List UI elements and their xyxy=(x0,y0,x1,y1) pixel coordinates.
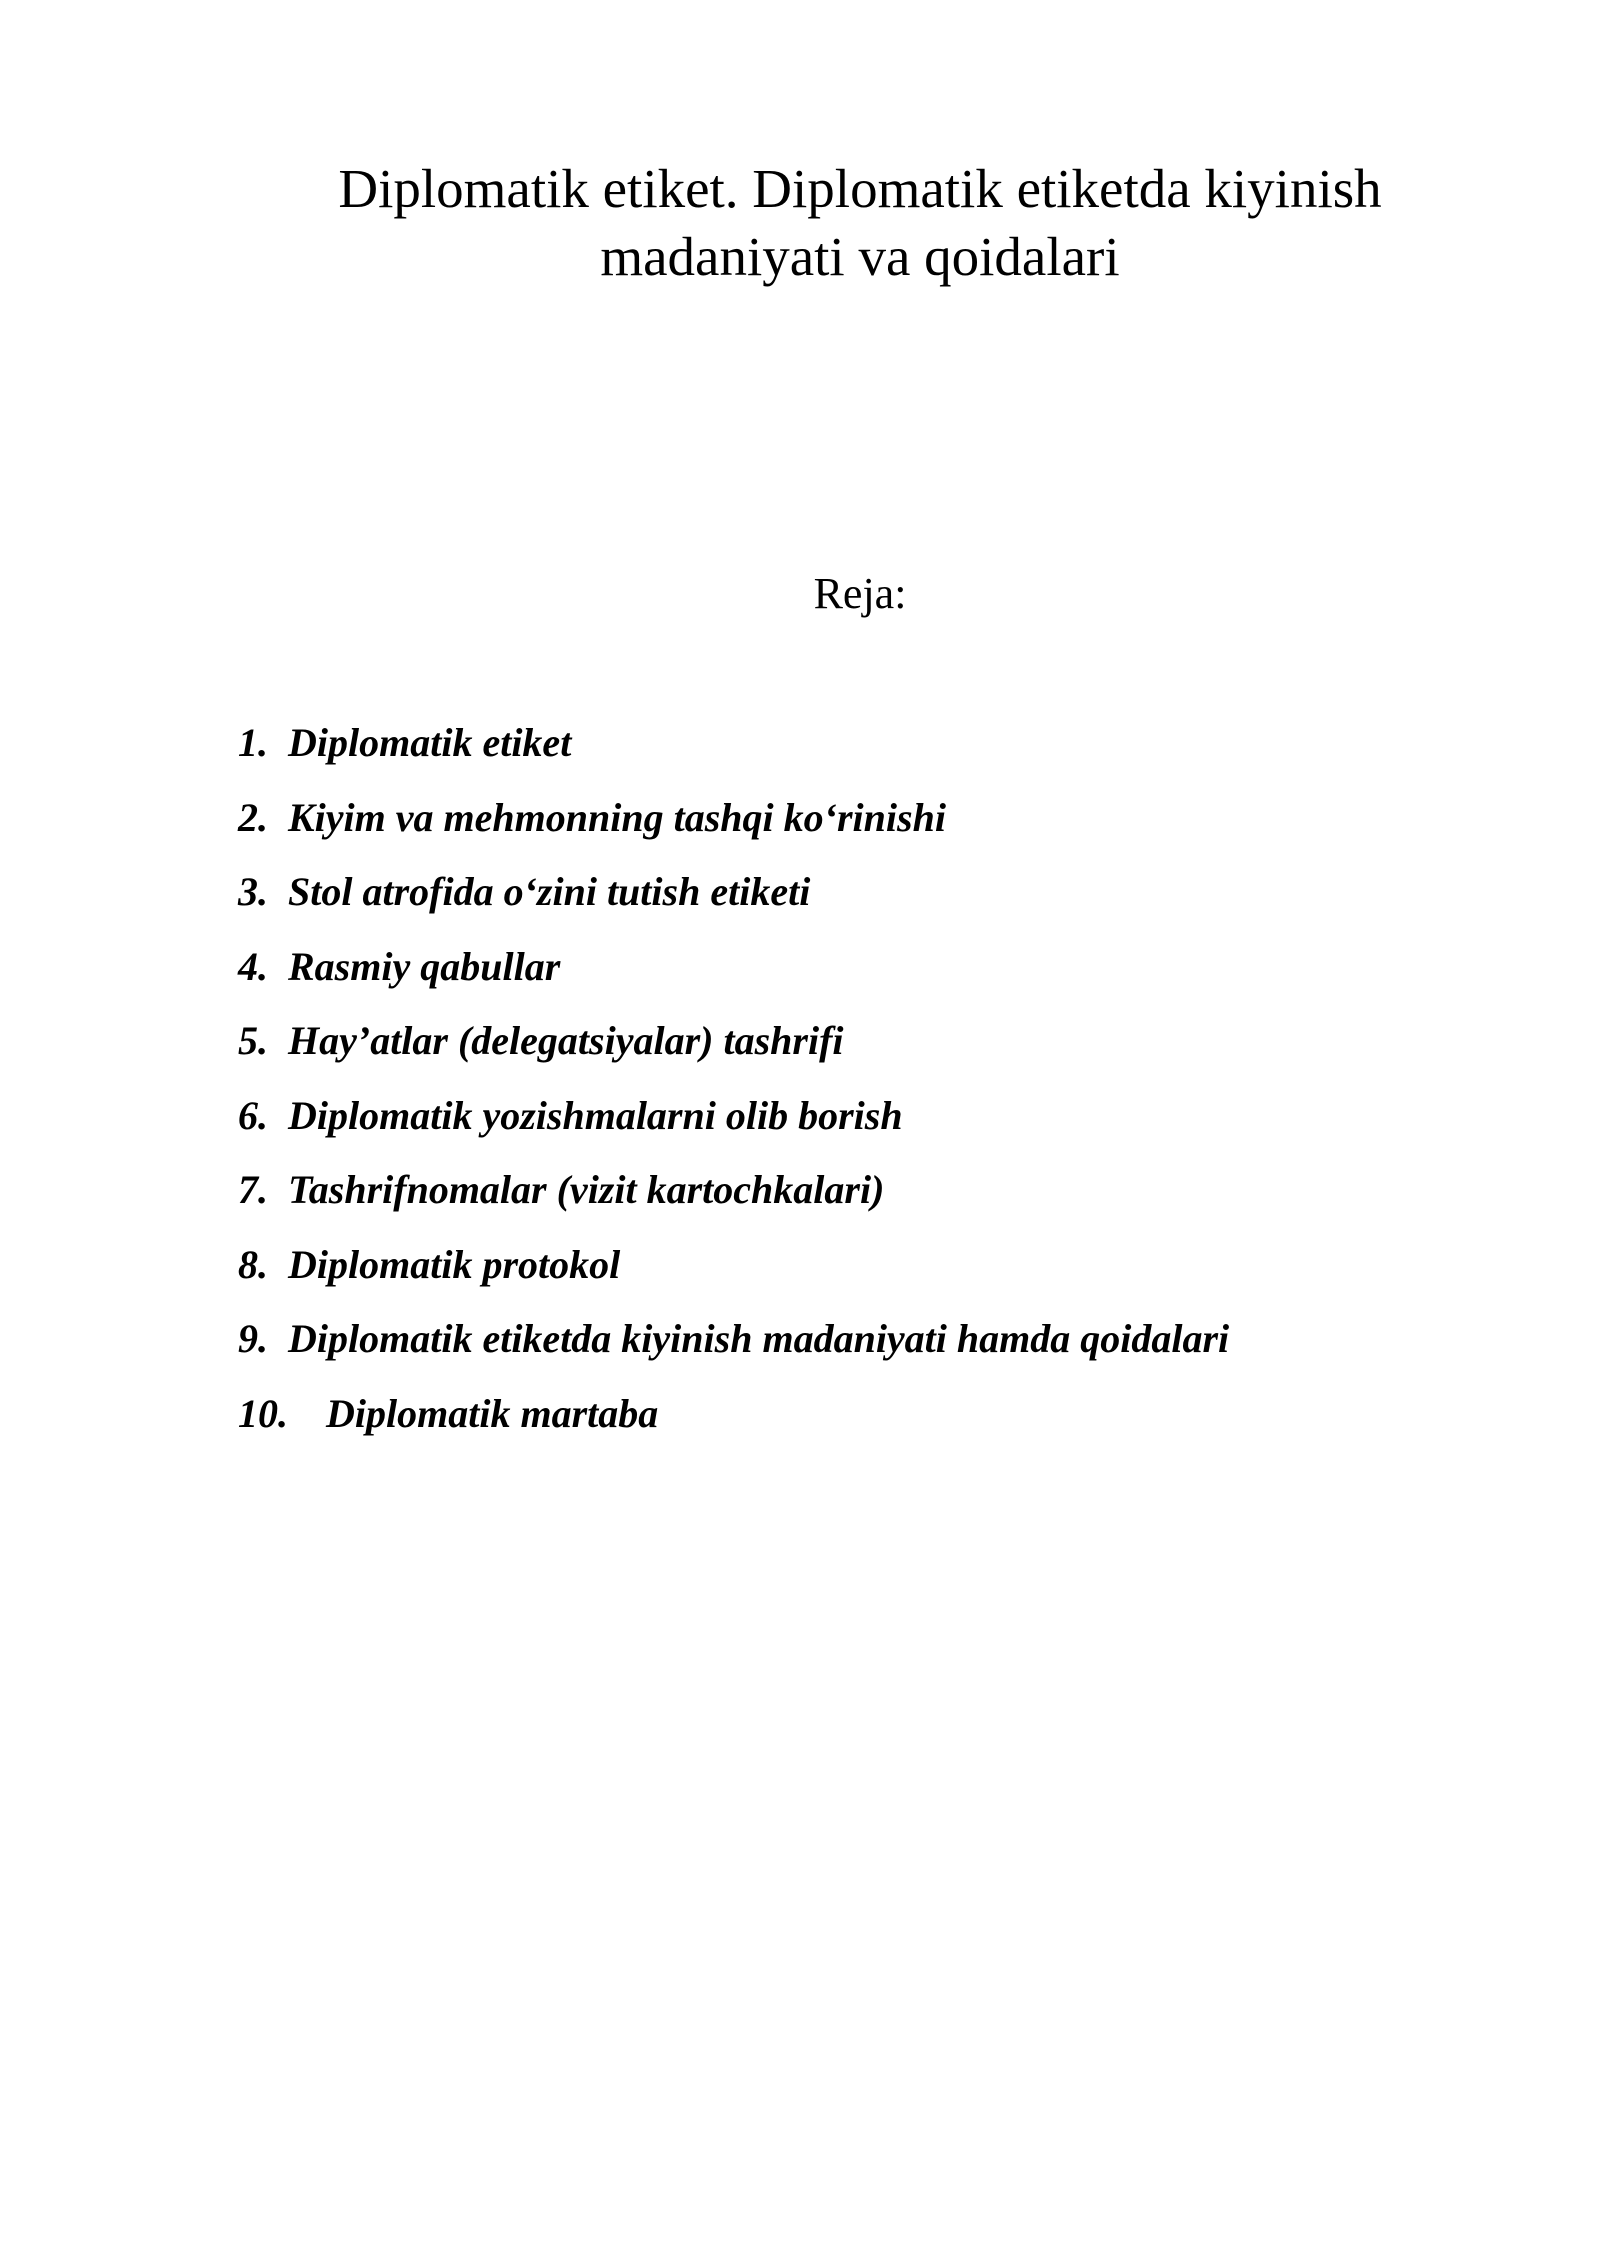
plan-heading: Reja: xyxy=(813,569,907,618)
plan-item xyxy=(238,1163,1229,1238)
plan-item-number: 3. xyxy=(238,869,268,914)
plan-item xyxy=(238,1089,1229,1164)
plan-item-text: Stol atrofida o‘zini tutish etiketi xyxy=(288,869,811,914)
plan-list xyxy=(238,716,1229,1461)
plan-item xyxy=(238,716,1229,791)
plan-item-text: Diplomatik etiket xyxy=(288,720,572,765)
plan-item xyxy=(238,865,1229,940)
plan-item-text: Kiyim va mehmonning tashqi ko‘rinishi xyxy=(288,794,946,840)
document-title xyxy=(240,155,1480,291)
plan-item xyxy=(238,940,1229,1015)
plan-item-text: Diplomatik martaba xyxy=(326,1390,659,1436)
plan-item-number: 9. xyxy=(238,1316,268,1361)
plan-item-text: Diplomatik yozishmalarni olib borish xyxy=(288,1092,903,1138)
plan-item-text: Diplomatik etiketda kiyinish madaniyati hamda qoidalari xyxy=(288,1316,1230,1361)
plan-item xyxy=(238,1238,1229,1313)
plan-item-number: 6. xyxy=(238,1092,268,1138)
plan-item-number: 1. xyxy=(238,720,268,765)
title-line-1: Diplomatik etiket. Diplomatik etiketda kiyinish xyxy=(338,158,1382,219)
plan-item-number: 2. xyxy=(238,794,268,840)
plan-item-text: Rasmiy qabullar xyxy=(288,943,561,989)
plan-item-text: Diplomatik protokol xyxy=(288,1241,621,1287)
plan-item-number: 8. xyxy=(238,1241,268,1287)
plan-item xyxy=(238,1387,1229,1462)
plan-item-text: Hay’atlar (delegatsiyalar) tashrifi xyxy=(288,1018,844,1063)
plan-item-number: 7. xyxy=(238,1167,268,1212)
plan-item-text: Tashrifnomalar (vizit kartochkalari) xyxy=(288,1167,885,1212)
plan-item-number: 5. xyxy=(238,1018,268,1063)
plan-item-number: 10. xyxy=(238,1390,288,1436)
plan-item xyxy=(238,1014,1229,1089)
plan-item xyxy=(238,1312,1229,1387)
title-line-2: madaniyati va qoidalari xyxy=(600,226,1120,287)
plan-item xyxy=(238,791,1229,866)
plan-item-number: 4. xyxy=(238,943,268,989)
